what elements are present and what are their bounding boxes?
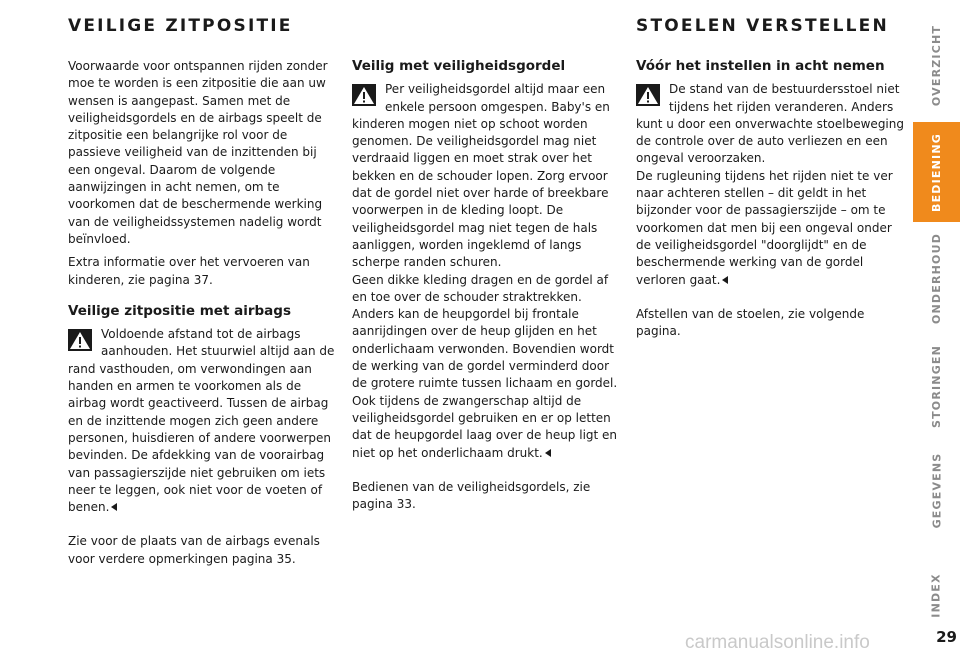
chapter-sidebar [913, 0, 960, 663]
right-column [636, 58, 909, 340]
tab-onderhoud[interactable]: ONDERHOUD [930, 232, 943, 324]
section-title-stoelen-verstellen: STOELEN VERSTELLEN [636, 16, 889, 36]
section-title-veilige-zitpositie: VEILIGE ZITPOSITIE [68, 16, 293, 36]
seatbelt-reference: Bedienen van de veiligheidsgordels, zie pagina 33. [352, 479, 591, 512]
before-adjusting-heading: Vóór het instellen in acht nemen [636, 58, 885, 74]
tab-index[interactable]: INDEX [930, 572, 943, 618]
warning-triangle-icon [352, 84, 376, 106]
watermark: carmanualsonline.info [685, 632, 870, 653]
seatbelt-pregnancy-paragraph: Ook tijdens de zwangerschap altijd de veiligheidsgordel gebruiken en er op letten dat de heupgordel laag over de heup ligt en niet op het onderlichaam drukt. [352, 393, 618, 460]
end-of-section-icon [722, 276, 728, 284]
page-number: 29 [936, 628, 957, 646]
seat-warning [636, 81, 909, 167]
left-column [68, 58, 341, 568]
airbags-reference: Zie voor de plaats van de airbags evenals voor verdere opmerkingen pagina 35. [68, 534, 320, 566]
warning-triangle-icon [636, 84, 660, 106]
tab-gegevens[interactable]: GEGEVENS [930, 452, 943, 528]
airbags-warning-text: Voldoende afstand tot de airbags aanhouden. Het stuurwiel altijd aan de rand vasthouden, om verwondingen aan handen en armen te voorkomen als de airbag wordt geactiveerd. Tussen de airbag en de inzittende mogen zich geen andere personen, huisdieren of andere voorwerpen bevinden. De afdekking van de voorairbag van passagierszijde niet gebruiken om iets neer te leggen, ook niet voor de voeten of benen. [68, 327, 335, 515]
seat-adjust-reference: Afstellen van de stoelen, zie volgende pagina. [636, 306, 865, 339]
airbags-heading: Veilige zitpositie met airbags [68, 302, 291, 319]
tab-overzicht[interactable]: OVERZICHT [930, 24, 943, 106]
tab-bediening[interactable]: BEDIENING [913, 122, 960, 222]
backrest-paragraph: De rugleuning tijdens het rijden niet te ver naar achteren stellen – dit geldt in het bijzonder voor de passagierszijde – om te voorkomen dat men bij een ongeval onder de veiligheidsgordel "doorglijdt" en de beschermende werking van de gordel verloren gaat. [636, 168, 893, 287]
seat-warning-text: De stand van de bestuurdersstoel niet tijdens het rijden veranderen. Anders kunt u door een onverwachte stoelbeweging de controle over de auto verliezen en een ongeval veroorzaken. [636, 82, 904, 166]
airbags-warning [68, 326, 341, 516]
children-reference: Extra informatie over het vervoeren van kinderen, zie pagina 37. [68, 255, 310, 287]
seatbelt-warning [352, 81, 625, 271]
end-of-section-icon [111, 503, 117, 511]
seatbelt-heading: Veilig met veiligheidsgordel [352, 58, 566, 74]
tab-storingen[interactable]: STORINGEN [930, 344, 944, 428]
end-of-section-icon [545, 449, 551, 457]
middle-column [352, 58, 625, 513]
seatbelt-warning-text: Per veiligheidsgordel altijd maar een enkele persoon omgespen. Baby's en kinderen mogen niet op schoot worden genomen. De veiligheidsgordel mag niet verdraaid liggen en moet strak over het bekken en de schouder lopen. Zorg ervoor dat de gordel niet over harde of breekbare voorwerpen in de kleding loopt. De veiligheidsgordel mag niet tegen de hals aanliggen, worden ingeklemd of langs scherpe randen schuren. [352, 82, 610, 270]
warning-triangle-icon [68, 329, 92, 351]
intro-paragraph: Voorwaarde voor ontspannen rijden zonder moe te worden is een zitpositie die aan uw wensen is aangepast. Samen met de veiligheidsgordels en de airbags speelt de zitpositie een belangrijke rol voor de passieve veiligheid van de inzittenden bij een ongeval. Daarom de volgende aanwijzingen in acht nemen, om te voorkomen dat de beschermende werking van de veiligheidssystemen nadelig wordt beïnvloed. [68, 59, 328, 246]
seatbelt-clothing-paragraph: Geen dikke kleding dragen en de gordel af en toe over de schouder straktrekken. Anders kan de heupgordel bij frontale aanrijdingen over de heup glijden en het onderlichaam verwonden. Bovendien wordt de werking van de gordel verminderd door de grotere ruimte tussen lichaam en gordel. [352, 272, 618, 391]
